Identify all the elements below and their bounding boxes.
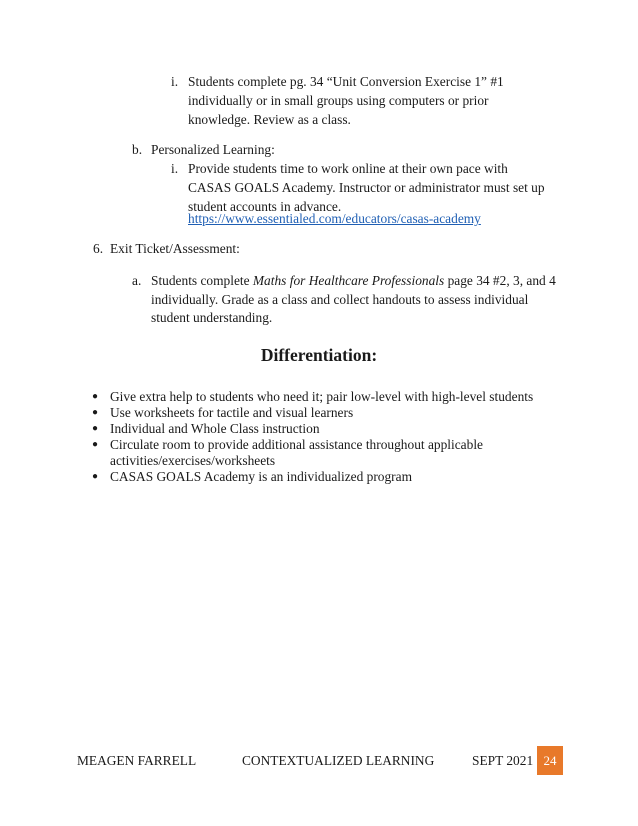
bullet-icon: ● xyxy=(92,391,99,402)
item-a-line-2: individually. Grade as a class and collect handouts to assess individual xyxy=(151,292,529,307)
footer-author: MEAGEN FARRELL xyxy=(77,753,197,768)
item-b-title: Personalized Learning: xyxy=(151,142,275,157)
item-a-line-1-pre: Students complete xyxy=(151,273,253,288)
bullet-item-4: Circulate room to provide additional assistance throughout applicable xyxy=(110,437,483,452)
book-title: Maths for Healthcare Professionals xyxy=(252,273,445,288)
list-marker-b: b. xyxy=(132,142,143,157)
list-marker-b-i: i. xyxy=(171,161,179,176)
item-6-title: Exit Ticket/Assessment: xyxy=(110,241,240,256)
bullet-icon: ● xyxy=(92,439,99,450)
casas-academy-link[interactable]: https://www.essentialed.com/educators/casas-academy xyxy=(188,211,481,226)
item-b-i-line-3: student accounts in advance. xyxy=(188,199,342,214)
item-i-line-3: knowledge. Review as a class. xyxy=(188,112,351,127)
footer-title: CONTEXTUALIZED LEARNING xyxy=(242,753,435,768)
bullet-icon: ● xyxy=(92,423,99,434)
bullet-item-2: Use worksheets for tactile and visual learners xyxy=(110,405,354,420)
bullet-item-4-cont: activities/exercises/worksheets xyxy=(110,453,276,468)
bullet-item-3: Individual and Whole Class instruction xyxy=(110,421,320,436)
list-marker-6: 6. xyxy=(93,241,104,256)
bullet-icon: ● xyxy=(92,407,99,418)
item-b-i-line-1: Provide students time to work online at their own pace with xyxy=(188,161,508,176)
item-a-line-3: student understanding. xyxy=(151,310,273,325)
bullet-item-1: Give extra help to students who need it; pair low-level with high-level students xyxy=(110,389,534,404)
item-a-line-1-post: page 34 #2, 3, and 4 xyxy=(444,273,556,288)
page-number-badge: 24 xyxy=(537,746,563,775)
item-i-line-1: Students complete pg. 34 “Unit Conversion Exercise 1” #1 xyxy=(188,74,504,89)
list-marker-i: i. xyxy=(171,74,179,89)
differentiation-heading: Differentiation: xyxy=(260,345,378,365)
item-b-i-line-2: CASAS GOALS Academy. Instructor or administrator must set up xyxy=(188,180,545,195)
item-a-line-1 xyxy=(151,272,556,289)
item-i-line-2: individually or in small groups using computers or prior xyxy=(188,93,489,108)
list-marker-a: a. xyxy=(132,273,142,288)
bullet-item-5: CASAS GOALS Academy is an individualized program xyxy=(110,469,412,484)
footer-date: SEPT 2021 xyxy=(472,753,534,768)
bullet-icon: ● xyxy=(92,471,99,482)
